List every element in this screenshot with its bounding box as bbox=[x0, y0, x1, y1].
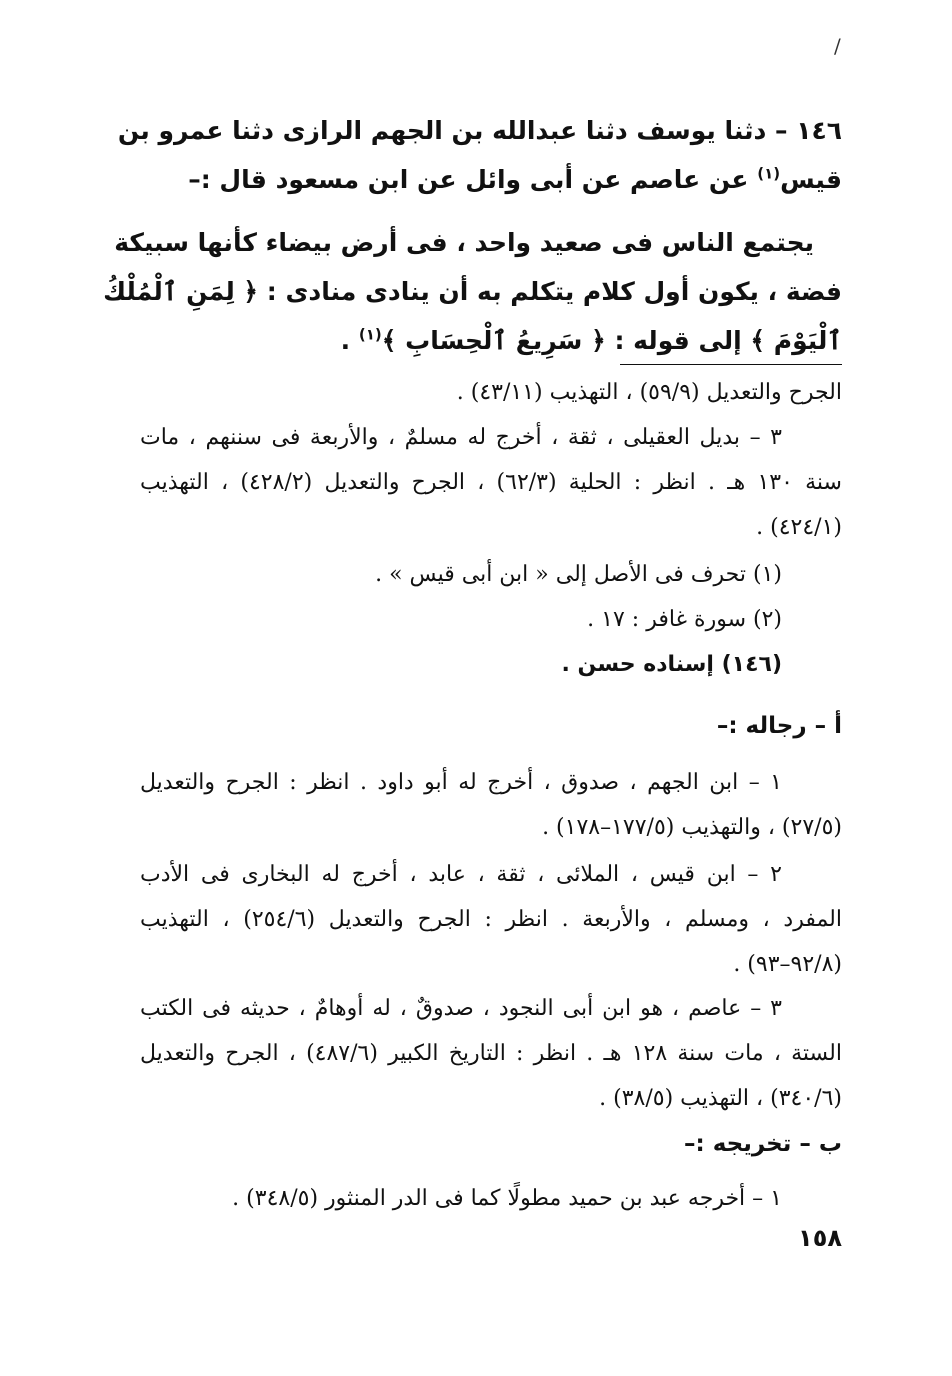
hadith-text bbox=[103, 106, 842, 365]
hadith-line-3: يجتمع الناس فى صعيد واحد ، فى أرض بيضاء كأنها سبيكة bbox=[114, 228, 814, 257]
note-line: الجرح والتعديل (٥٩/٩) ، التهذيب (٤٣/١١) . bbox=[456, 380, 842, 405]
page-number: ١٥٨ bbox=[798, 1224, 842, 1252]
rijal-section bbox=[140, 704, 842, 749]
corner-mark: / bbox=[834, 34, 841, 58]
rijal-heading: أ – رجاله :– bbox=[716, 713, 842, 739]
entry-line: (٣٤٠/٦) ، التهذيب (٣٨/٥) . bbox=[599, 1086, 842, 1111]
footnote-divider bbox=[620, 364, 842, 365]
note-line: ٣ – بديل العقيلى ، ثقة ، أخرج له مسلمٌ ، والأربعة فى سننهم ، مات bbox=[140, 425, 782, 450]
note-line: (٤٢٤/١) . bbox=[756, 515, 842, 540]
rijal-entry-1 bbox=[140, 760, 842, 850]
takhrij-section bbox=[140, 1122, 842, 1167]
entry-line: ١ – أخرجه عبد بن حميد مطولًا كما فى الدر المنثور (٣٤٨/٥) . bbox=[232, 1186, 782, 1211]
entry-line: (٢٧/٥) ، والتهذيب (١٧٧/٥–١٧٨) . bbox=[542, 815, 842, 840]
entry-line: ١ – ابن الجهم ، صدوق ، أخرج له أبو داود . انظر : الجرح والتعديل bbox=[140, 770, 782, 795]
hadith-line-2: قيس$^{(١)}$ عن عاصم عن أبى وائل عن ابن مسعود قال :– bbox=[188, 164, 842, 194]
footnote-ref: (١) bbox=[358, 325, 382, 344]
hadith-line-5: ٱلْيَوْمَ ﴾ إلى قوله : ﴿ سَرِيعُ ٱلْحِسَابِ ﴾$^{(١)}$ . bbox=[340, 325, 842, 355]
entry-line: (٩٢/٨–٩٣) . bbox=[733, 952, 842, 977]
rijal-entry-2 bbox=[140, 852, 842, 987]
hadith-number: ١٤٦ bbox=[796, 116, 842, 145]
footnote-2: (٢) سورة غافر : ١٧ . bbox=[587, 607, 782, 632]
hadith-line-4: فضة ، يكون أول كلام يتكلم به أن ينادى منادى : ﴿ لِمَنِ ٱلْمُلْكُ bbox=[103, 277, 842, 306]
footnotes bbox=[140, 552, 842, 687]
entry-line: المفرد ، ومسلم ، والأربعة . انظر : الجرح والتعديل (٢٥٤/٦) ، التهذيب bbox=[140, 907, 843, 932]
note-line: سنة ١٣٠ هـ . انظر : الحلية (٦٢/٣) ، الجرح والتعديل (٤٢٨/٢) ، التهذيب bbox=[140, 470, 842, 495]
footnote-grading: (١٤٦) إسناده حسن . bbox=[561, 652, 782, 677]
carried-footnotes bbox=[140, 370, 842, 550]
entry-line: ٢ – ابن قيس ، الملائى ، ثقة ، عابد ، أخرج له البخارى فى الأدب bbox=[140, 862, 782, 887]
entry-line: الستة ، مات سنة ١٢٨ هـ . انظر : التاريخ الكبير (٤٨٧/٦) ، الجرح والتعديل bbox=[140, 1041, 842, 1066]
takhrij-heading: ب – تخريجه :– bbox=[683, 1131, 842, 1157]
footnote-ref: (١) bbox=[757, 164, 781, 183]
takhrij-entry bbox=[140, 1176, 842, 1221]
entry-line: ٣ – عاصم ، هو ابن أبى النجود ، صدوقٌ ، له أوهامٌ ، حديثه فى الكتب bbox=[140, 996, 782, 1021]
footnote-1: (١) تحرف فى الأصل إلى « ابن أبى قيس » . bbox=[375, 562, 782, 587]
hadith-line-1: ١٤٦ – دثنا يوسف دثنا عبدالله بن الجهم الرازى دثنا عمرو بن bbox=[117, 116, 842, 145]
rijal-entry-3 bbox=[140, 986, 842, 1121]
